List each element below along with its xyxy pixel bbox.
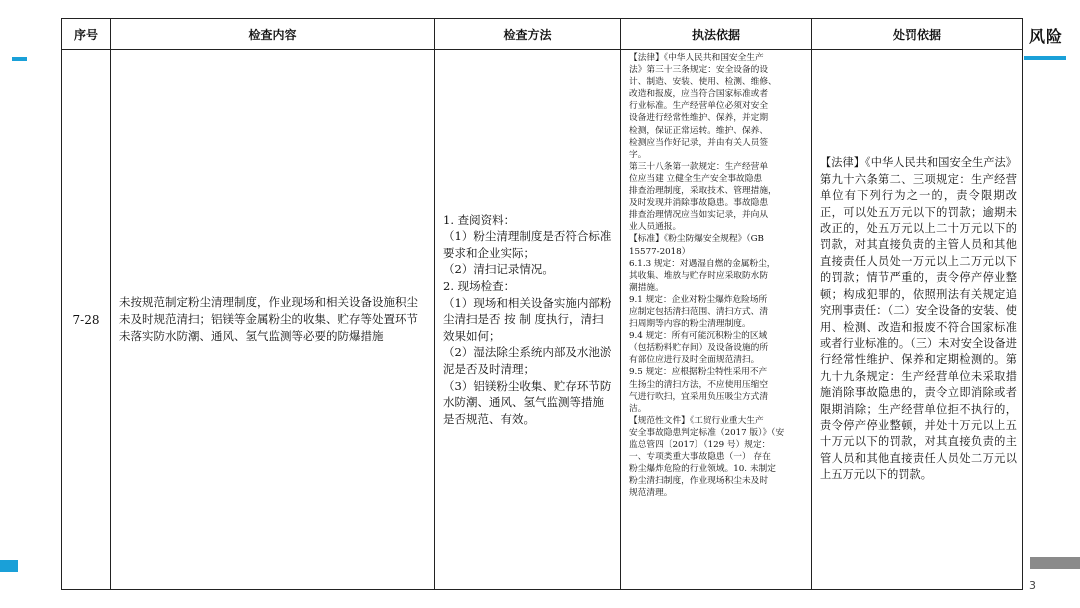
basis-line: 9.5 规定：应根据粉尘特性采用不产 [629,367,768,378]
footer-bar [1030,557,1080,569]
basis-line: 生扬尘的清扫方法，不应使用压缩空 [629,379,768,390]
basis-line: 计、制造、安装、使用、检测、维修、 [629,77,777,88]
basis-line: 6.1.3 规定：对遇湿自燃的金属粉尘， [629,258,776,269]
column-header-method: 检查方法 [435,19,621,50]
basis-line: 扫周期等内容的粉尘清理制度。 [629,319,751,330]
basis-line: 位应当建 立健全生产安全事故隐患 [629,173,763,184]
table-row [62,50,1023,590]
basis-line: 排查治理情况应当如实记录，并向从 [629,210,768,221]
basis-line: 潮措施。 [629,282,664,293]
column-header-no: 序号 [62,19,111,50]
left-accent-bar [12,57,27,61]
basis-line: 行业标准。生产经营单位必须对安全 [629,101,768,112]
basis-line: 粉尘爆炸危险的行业领域。10. 未制定 [629,464,776,475]
basis-line: 及时发现并消除事故隐患。事故隐患 [629,198,768,209]
basis-line: 15577-2018） [629,246,691,257]
basis-line: 9.1 规定：企业对粉尘爆炸危险场所 [629,294,768,305]
basis-line: 洁。 [629,403,647,414]
basis-line: 【标准】《粉尘防爆安全规程》（GB [629,234,764,245]
left-footer-accent [0,560,18,572]
table-header-row [62,19,1023,50]
method-line: （1）粉尘清理制度是否符合标准要求和企业实际； [443,229,612,260]
penalty-basis-cell: 【法律】《中华人民共和国安全生产法》第九十六条第二、三项规定：生产经营单位有下列行为之一的，责令限期改正，可以处五万元以下的罚款；逾期未改正的，处五万元以上二十万元以下的罚款，对其直接负责的主管人员和其他直接责任人员处一万元以上二万元以下的罚款；情节严重的，责令停产停业整顿；构成犯罪的，依照刑法有关规定追究刑事责任：（二）安全设备的安装、使用、检测、改造和报废不符合国家标准或者行业标准的。（三）未对安全设备进行经常性维护、保养和定期检测的。第九十九条规定：生产经营单位未采取措施消除事故隐患的，责令立即消除或者限期消除；生产经营单位拒不执行的，责令停产停业整顿，并处十万元以上五十万元以下的罚款，对其直接负责的主管人员和其他直接责任人员处二万元以上五万元以下的罚款。 [812,50,1023,590]
basis-line: 一、专项类重大事故隐患（一） 存在 [629,452,771,463]
method-line: （2）清扫记录情况。 [443,262,554,277]
column-header-basis: 执法依据 [621,19,812,50]
basis-line: 改造和报废，应当符合国家标准或者 [629,89,768,100]
basis-line: 检测应当作好记录，并由有关人员签 [629,137,768,148]
inspection-item-cell: 未按规范制定粉尘清理制度，作业现场和相关设备设施积尘未及时规范清扫；铝镁等金属粉尘的收集、贮存等处置环节未落实防水防潮、通风、氢气监测等必要的防爆措施 [111,50,435,590]
section-title-underline [1024,56,1066,60]
basis-line: 应制定包括清扫范围、清扫方式、清 [629,306,768,317]
method-line: （3）铝镁粉尘收集、贮存环节防水防潮、通风、氢气监测等措施是否规范、有效。 [443,378,612,426]
basis-line: 监总管四〔2017〕（129 号）规定： [629,440,771,450]
basis-line: 有部位应进行及时全面规范清扫。 [629,355,760,366]
basis-line: 规范清理。 [629,488,673,499]
column-header-penalty: 处罚依据 [812,19,1023,50]
basis-line: 粉尘清扫制度，作业现场积尘未及时 [629,476,768,487]
method-line: （2）湿法除尘系统内部及水池淤泥是否及时清理； [443,345,612,376]
basis-line: 业人员通报。 [629,222,682,233]
basis-line: 检测，保证正常运转。维护、保养、 [629,125,768,136]
basis-line: 排查治理制度，采取技术、管理措施， [629,186,777,197]
column-header-item: 检查内容 [111,19,435,50]
section-title: 风险 [1029,27,1064,46]
basis-line: 【规范性文件】《工贸行业重大生产 [629,415,764,426]
basis-line: 字。 [629,149,647,160]
page-number: 3 [1029,579,1036,592]
inspection-method-cell [435,50,621,590]
row-number-cell: 7-28 [62,50,111,590]
basis-line: 气进行吹扫，宜采用负压吸尘方式清 [629,391,768,402]
basis-line: 【法律】《中华人民共和国安全生产 [629,53,764,63]
method-line: （1）现场和相关设备实施内部粉尘清扫是否 按 制 度执行，清扫效果如何； [443,295,612,343]
method-line: 1. 查阅资料： [443,212,516,227]
basis-line: （包括粉料贮存间）及设备设施的所 [629,343,768,354]
basis-line: 其收集、堆放与贮存时应采取防水防 [629,270,768,281]
basis-line: 设备进行经常性维护、保养，并定期 [629,113,768,124]
basis-line: 安全事故隐患判定标准（2017 版）》（安 [629,427,785,438]
basis-line: 第三十八条第一款规定：生产经营单 [629,161,768,172]
basis-line: 9.4 规定：所有可能沉积粉尘的区域 [629,331,768,342]
basis-line: 法》第三十三条规定：安全设备的设 [629,65,768,76]
legal-basis-cell [621,50,812,590]
method-line: 2. 现场检查： [443,279,516,294]
inspection-table [61,18,1023,590]
